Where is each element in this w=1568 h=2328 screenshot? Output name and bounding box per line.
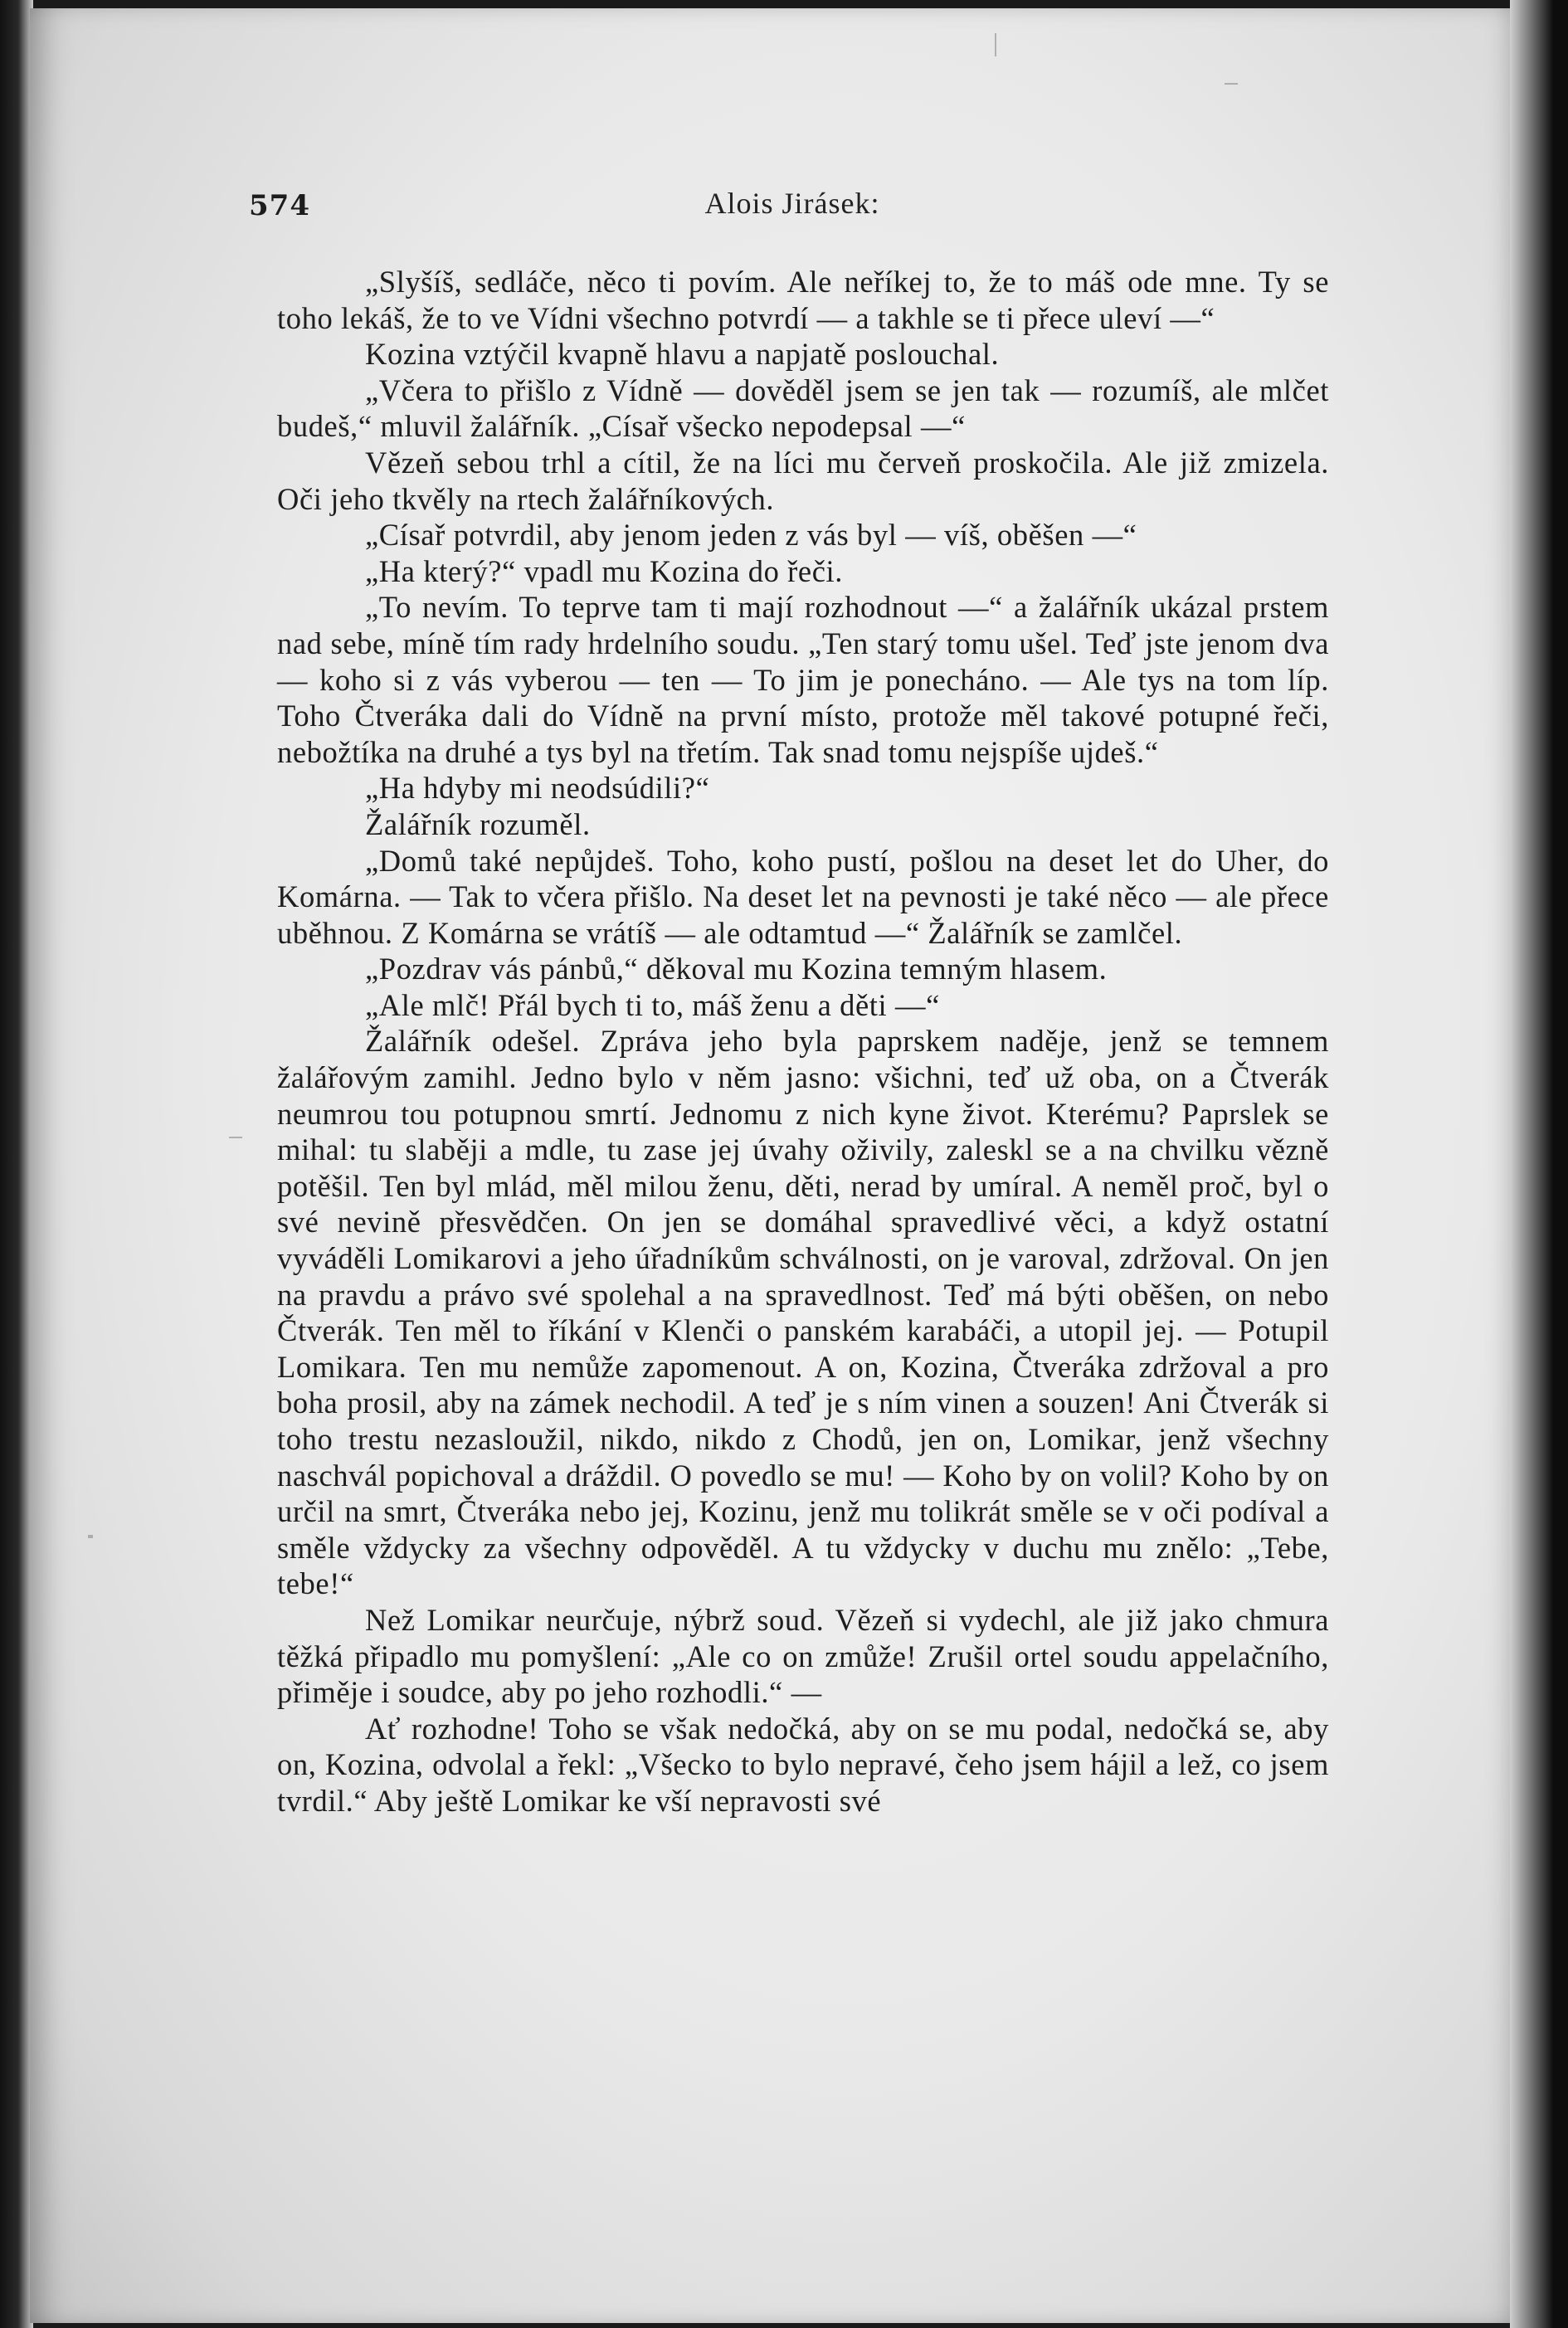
scan-speck (995, 33, 996, 56)
paragraph: „To nevím. To teprve tam ti mají rozhodnout —“ a žalářník ukázal prstem nad sebe, míně tím rady hrdelního soudu. „Ten starý tomu ušel. Teď jste jenom dva — koho si z vás vyberou — ten — To jim je ponecháno. — Ale tys na tom líp. Toho Čtveráka dali do Vídně na první místo, protože měl takové potupné řeči, nebožtíka na druhé a tys byl na třetím. Tak snad tomu nejspíše ujdeš.“ (277, 590, 1329, 769)
scan-speck (229, 1137, 242, 1138)
paragraph: Než Lomikar neurčuje, nýbrž soud. Vězeň si vydechl, ale již jako chmura těžká připadlo mu pomyšlení: „Ale co on zmůže! Zrušil ortel soudu appelačního, přiměje i soudce, aby po jeho rozhodli.“ — (277, 1602, 1329, 1710)
page-number: 574 (249, 189, 310, 222)
paragraph: „Domů také nepůjdeš. Toho, koho pustí, pošlou na deset let do Uher, do Komárna. — Tak to včera přišlo. Na deset let na pevnosti je také něco — ale přece uběhnou. Z Komárna se vrátíš — ale odtamtud —“ Žalářník se zamlčel. (277, 843, 1329, 950)
scan-edge-left (0, 0, 33, 2328)
paragraph: „Ha hdyby mi neodsúdili?“ (365, 771, 710, 806)
paragraph: Ať rozhodne! Toho se však nedočká, aby on se mu podal, nedočká se, aby on, Kozina, odvolal a řekl: „Všecko to bylo nepravé, čeho jsem hájil a lež, co jsem tvrdil.“ Aby ještě Lomikar ke vší nepravosti své (277, 1711, 1329, 1818)
page-header (249, 184, 1336, 234)
paragraph: „Ale mlč! Přál bych ti to, máš ženu a děti —“ (365, 987, 940, 1022)
paragraph: Vězeň sebou trhl a cítil, že na líci mu červeň proskočila. Ale již zmizela. Oči jeho tkvěly na rtech žalářníkových. (277, 445, 1329, 516)
body-text (277, 264, 1329, 1819)
scan-edge-right (1510, 0, 1568, 2328)
running-head: Alois Jirásek: (704, 187, 880, 220)
paragraph: „Císař potvrdil, aby jenom jeden z vás byl — víš, oběšen —“ (365, 518, 1137, 553)
paragraph: Žalářník odešel. Zpráva jeho byla paprskem naděje, jenž se temnem žalářovým zamihl. Jedno bylo v něm jasno: všichni, teď už oba, on a Čtverák neumrou tou potupnou smrtí. Jednomu z nich kyne život. Kterému? Paprslek se mihal: tu slaběji a mdle, tu zase jej úvahy oživily, zaleskl se a na chvilku vězně potěšil. Ten byl mlád, měl milou ženu, děti, nerad by umíral. A neměl proč, byl o své nevině přesvědčen. On jen se domáhal spravedlivé věci, a když ostatní vyváděli Lomikarovi a jeho úřadníkům schválnosti, on je varoval, zdržoval. On jen na pravdu a právo své spolehal a na spravedlnost. Teď má býti oběšen, on nebo Čtverák. Ten měl to říkání v Klenči o panském karabáči, a utopil jej. — Potupil Lomikara. Ten mu nemůže zapomenout. A on, Kozina, Čtveráka zdržoval a pro boha prosil, aby na zámek nechodil. A teď je s ním vinen a souzen! Ani Čtverák si toho trestu nezasloužil, nikdo, nikdo z Chodů, jen on, Lomikar, jenž všechny naschvál popichoval a dráždil. O povedlo se mu! — Koho by on volil? Koho by on určil na smrt, Čtveráka nebo jej, Kozinu, jenž mu tolikrát směle se v oči podíval a směle vždycky za všechny odpověděl. A tu vždycky v duchu mu znělo: „Tebe, tebe!“ (277, 1024, 1329, 1601)
paragraph: „Včera to přišlo z Vídně — dověděl jsem se jen tak — rozumíš, ale mlčet budeš,“ mluvil žalářník. „Císař všecko nepodepsal —“ (277, 373, 1329, 444)
paragraph: „Pozdrav vás pánbů,“ děkoval mu Kozina temným hlasem. (365, 952, 1108, 986)
paragraph: Kozina vztýčil kvapně hlavu a napjatě poslouchal. (365, 337, 1000, 372)
paragraph: „Slyšíš, sedláče, něco ti povím. Ale neříkej to, že to máš ode mne. Ty se toho lekáš, že to ve Vídni všechno potvrdí — a takhle se ti přece uleví —“ (277, 265, 1329, 335)
paragraph: „Ha který?“ vpadl mu Kozina do řeči. (365, 553, 843, 588)
scan-speck (1225, 83, 1238, 85)
scan-speck (88, 1535, 93, 1538)
paragraph: Žalářník rozuměl. (365, 806, 591, 841)
